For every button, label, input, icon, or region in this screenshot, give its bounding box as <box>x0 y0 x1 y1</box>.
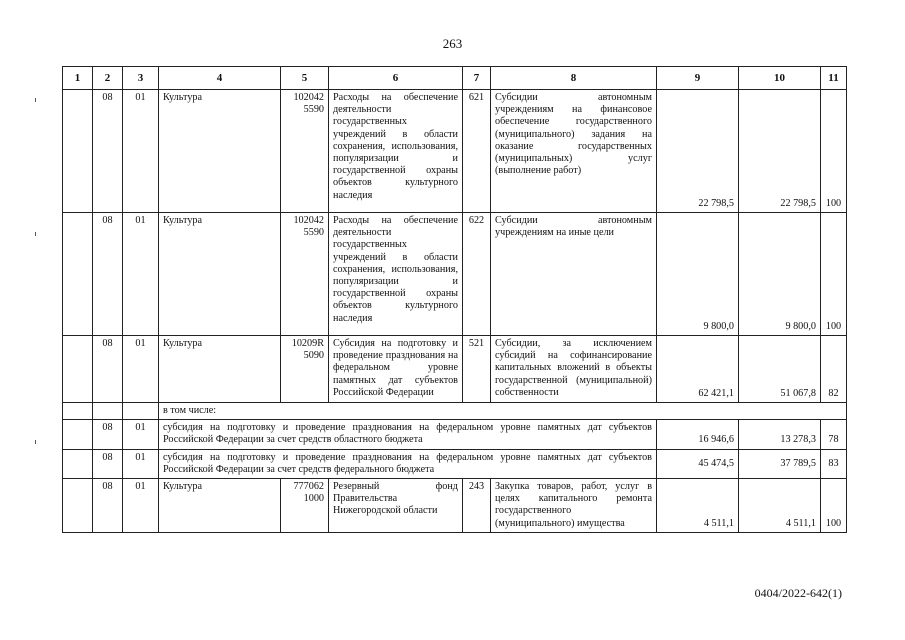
table-row <box>63 403 847 420</box>
cell-target-code: 102042 5590 <box>281 213 329 336</box>
cell-empty <box>123 403 159 420</box>
cell-section: 08 <box>93 479 123 533</box>
col-header: 1 <box>63 67 93 90</box>
col-header: 9 <box>657 67 739 90</box>
cell-plan: 16 946,6 <box>657 420 739 449</box>
cell-plan: 9 800,0 <box>657 213 739 336</box>
cell-empty <box>63 336 93 403</box>
cell-expense-description: Субсидии автономным учреждениям на финансовое обеспечение государственного (муниципального) задания на оказание государственных (муниципальных) услуг (выполнение работ) <box>491 90 657 213</box>
scan-mark <box>35 232 36 236</box>
scan-mark <box>35 98 36 102</box>
col-header: 6 <box>329 67 463 90</box>
cell-fact: 13 278,3 <box>739 420 821 449</box>
cell-empty <box>63 90 93 213</box>
cell-fact: 51 067,8 <box>739 336 821 403</box>
cell-empty <box>63 403 93 420</box>
cell-including-label: в том числе: <box>159 403 847 420</box>
cell-target-code: 10209R 5090 <box>281 336 329 403</box>
cell-expense-type: 521 <box>463 336 491 403</box>
cell-section: 08 <box>93 90 123 213</box>
cell-plan: 45 474,5 <box>657 449 739 478</box>
cell-percent: 78 <box>821 420 847 449</box>
cell-name: Культура <box>159 90 281 213</box>
cell-target-code: 777062 1000 <box>281 479 329 533</box>
cell-section: 08 <box>93 449 123 478</box>
cell-fact: 9 800,0 <box>739 213 821 336</box>
cell-section: 08 <box>93 420 123 449</box>
cell-subsection: 01 <box>123 449 159 478</box>
cell-empty <box>93 403 123 420</box>
cell-expense-type: 621 <box>463 90 491 213</box>
cell-subsidy-description: субсидия на подготовку и проведение празднования на федеральном уровне памятных дат субъектов Российской Федерации за счет средств федерального бюджета <box>159 449 657 478</box>
cell-empty <box>63 213 93 336</box>
col-header: 5 <box>281 67 329 90</box>
page-number: 263 <box>442 36 463 51</box>
col-header: 10 <box>739 67 821 90</box>
cell-name: Культура <box>159 336 281 403</box>
cell-description: Субсидия на подготовку и проведение празднования на федеральном уровне памятных дат субъектов Российской Федерации <box>329 336 463 403</box>
cell-percent: 83 <box>821 449 847 478</box>
table-row <box>63 336 847 403</box>
cell-expense-description: Субсидии, за исключением субсидий на софинансирование капитальных вложений в объекты государственной (муниципальной) собственности <box>491 336 657 403</box>
cell-fact: 4 511,1 <box>739 479 821 533</box>
table-row <box>63 213 847 336</box>
cell-expense-description: Субсидии автономным учреждениям на иные цели <box>491 213 657 336</box>
cell-percent: 100 <box>821 90 847 213</box>
cell-subsection: 01 <box>123 336 159 403</box>
cell-empty <box>63 479 93 533</box>
cell-fact: 37 789,5 <box>739 449 821 478</box>
col-header: 8 <box>491 67 657 90</box>
cell-expense-description: Закупка товаров, работ, услуг в целях капитального ремонта государственного (муниципального) имущества <box>491 479 657 533</box>
cell-plan: 22 798,5 <box>657 90 739 213</box>
table-row <box>63 90 847 213</box>
cell-description: Расходы на обеспечение деятельности государственных учреждений в области сохранения, использования, популяризации и государственной охраны объектов культурного наследия <box>329 90 463 213</box>
cell-fact: 22 798,5 <box>739 90 821 213</box>
col-header: 4 <box>159 67 281 90</box>
cell-percent: 82 <box>821 336 847 403</box>
cell-empty <box>63 449 93 478</box>
cell-description: Расходы на обеспечение деятельности государственных учреждений в области сохранения, использования, популяризации и государственной охраны объектов культурного наследия <box>329 213 463 336</box>
scan-mark <box>35 440 36 444</box>
cell-subsection: 01 <box>123 420 159 449</box>
cell-name: Культура <box>159 213 281 336</box>
cell-percent: 100 <box>821 479 847 533</box>
cell-section: 08 <box>93 336 123 403</box>
cell-subsection: 01 <box>123 213 159 336</box>
table-row <box>63 420 847 449</box>
col-header: 2 <box>93 67 123 90</box>
budget-table <box>62 66 847 533</box>
cell-expense-type: 622 <box>463 213 491 336</box>
cell-plan: 4 511,1 <box>657 479 739 533</box>
cell-empty <box>63 420 93 449</box>
cell-section: 08 <box>93 213 123 336</box>
col-header: 3 <box>123 67 159 90</box>
cell-description: Резервный фонд Правительства Нижегородской области <box>329 479 463 533</box>
table-row <box>63 449 847 478</box>
cell-name: Культура <box>159 479 281 533</box>
header-row <box>63 67 847 90</box>
cell-target-code: 102042 5590 <box>281 90 329 213</box>
cell-percent: 100 <box>821 213 847 336</box>
cell-expense-type: 243 <box>463 479 491 533</box>
cell-subsection: 01 <box>123 90 159 213</box>
col-header: 11 <box>821 67 847 90</box>
cell-plan: 62 421,1 <box>657 336 739 403</box>
col-header: 7 <box>463 67 491 90</box>
table-row <box>63 479 847 533</box>
cell-subsidy-description: субсидия на подготовку и проведение празднования на федеральном уровне памятных дат субъектов Российской Федерации за счет средств областного бюджета <box>159 420 657 449</box>
cell-subsection: 01 <box>123 479 159 533</box>
document-code: 0404/2022-642(1) <box>754 586 842 600</box>
